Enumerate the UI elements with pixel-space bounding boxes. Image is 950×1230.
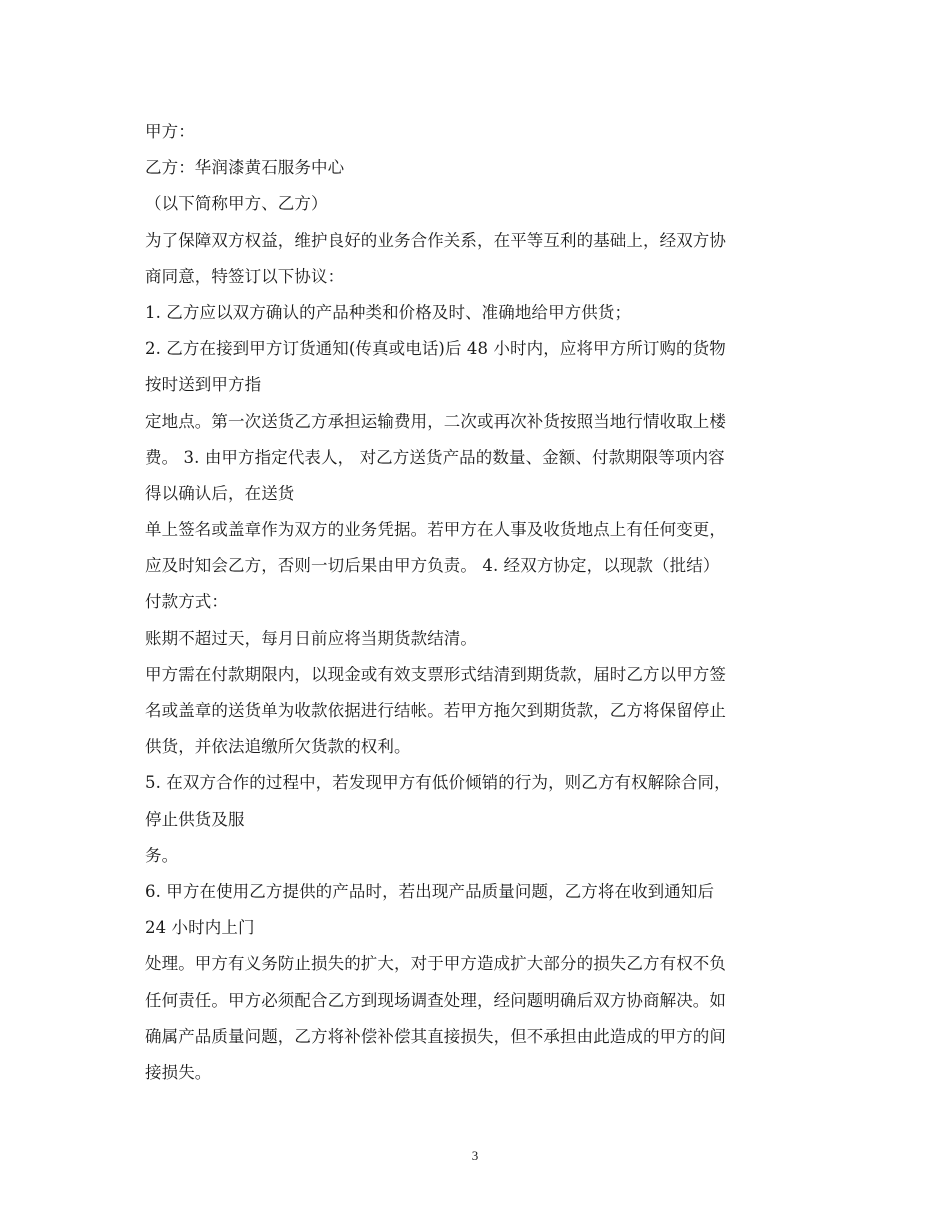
line-clause-3c: 单上签名或盖章作为双方的业务凭据。若甲方在人事及收货地点上有任何变更， (145, 520, 726, 540)
line-preamble-2: 商同意，特签订以下协议： (145, 266, 345, 286)
line-clause-3b: 得以确认后，在送货 (145, 483, 295, 503)
line-clause-6b: 24 小时内上门 (145, 918, 255, 938)
line-payment-3: 供货，并依法追缴所欠货款的权利。 (145, 737, 411, 757)
line-party-b: 乙方：华润漆黄石服务中心 (145, 158, 345, 178)
line-clause-5b: 停止供货及服 (145, 809, 245, 829)
line-preamble-1: 为了保障双方权益，维护良好的业务合作关系，在平等互利的基础上，经双方协 (145, 230, 726, 250)
line-clause-6e: 确属产品质量问题，乙方将补偿补偿其直接损失，但不承担由此造成的甲方的间 (145, 1026, 726, 1046)
line-payment-2: 名或盖章的送货单为收款依据进行结帐。若甲方拖欠到期货款，乙方将保留停止 (145, 701, 726, 720)
line-clause-1: 1. 乙方应以双方确认的产品种类和价格及时、准确地给甲方供货； (145, 302, 632, 322)
line-clause-2b: 按时送到甲方指 (145, 375, 262, 395)
line-clause-6f: 接损失。 (145, 1062, 212, 1082)
line-clause-4a: 应及时知会乙方，否则一切后果由甲方负责。 4. 经双方协定，以现款（批结） (145, 556, 720, 576)
line-clause-5c: 务。 (145, 845, 179, 865)
line-payment-term: 账期不超过天，每月日前应将当期货款结清。 (145, 628, 477, 648)
page-number: 3 (471, 1148, 479, 1163)
line-clause-5a: 5. 在双方合作的过程中，若发现甲方有低价倾销的行为，则乙方有权解除合同， (145, 773, 731, 793)
line-clause-3a: 费。 3. 由甲方指定代表人， 对乙方送货产品的数量、金额、付款期限等项内容 (145, 447, 725, 467)
line-clause-4b: 付款方式： (145, 592, 228, 612)
line-clause-6a: 6. 甲方在使用乙方提供的产品时，若出现产品质量问题，乙方将在收到通知后 (145, 881, 715, 901)
document-body (145, 114, 813, 1091)
line-abbreviation: （以下简称甲方、乙方） (145, 194, 328, 214)
line-clause-6c: 处理。甲方有义务防止损失的扩大，对于甲方造成扩大部分的损失乙方有权不负 (145, 954, 726, 974)
line-clause-2a: 2. 乙方在接到甲方订货通知(传真或电话)后 48 小时内，应将甲方所订购的货物 (145, 339, 726, 359)
line-party-a: 甲方： (145, 122, 195, 141)
line-payment-1: 甲方需在付款期限内，以现金或有效支票形式结清到期货款，届时乙方以甲方签 (145, 664, 726, 684)
line-clause-2c: 定地点。第一次送货乙方承担运输费用，二次或再次补货按照当地行情收取上楼 (145, 411, 726, 431)
line-clause-6d: 任何责任。甲方必须配合乙方到现场调查处理，经问题明确后双方协商解决。如 (145, 990, 726, 1010)
